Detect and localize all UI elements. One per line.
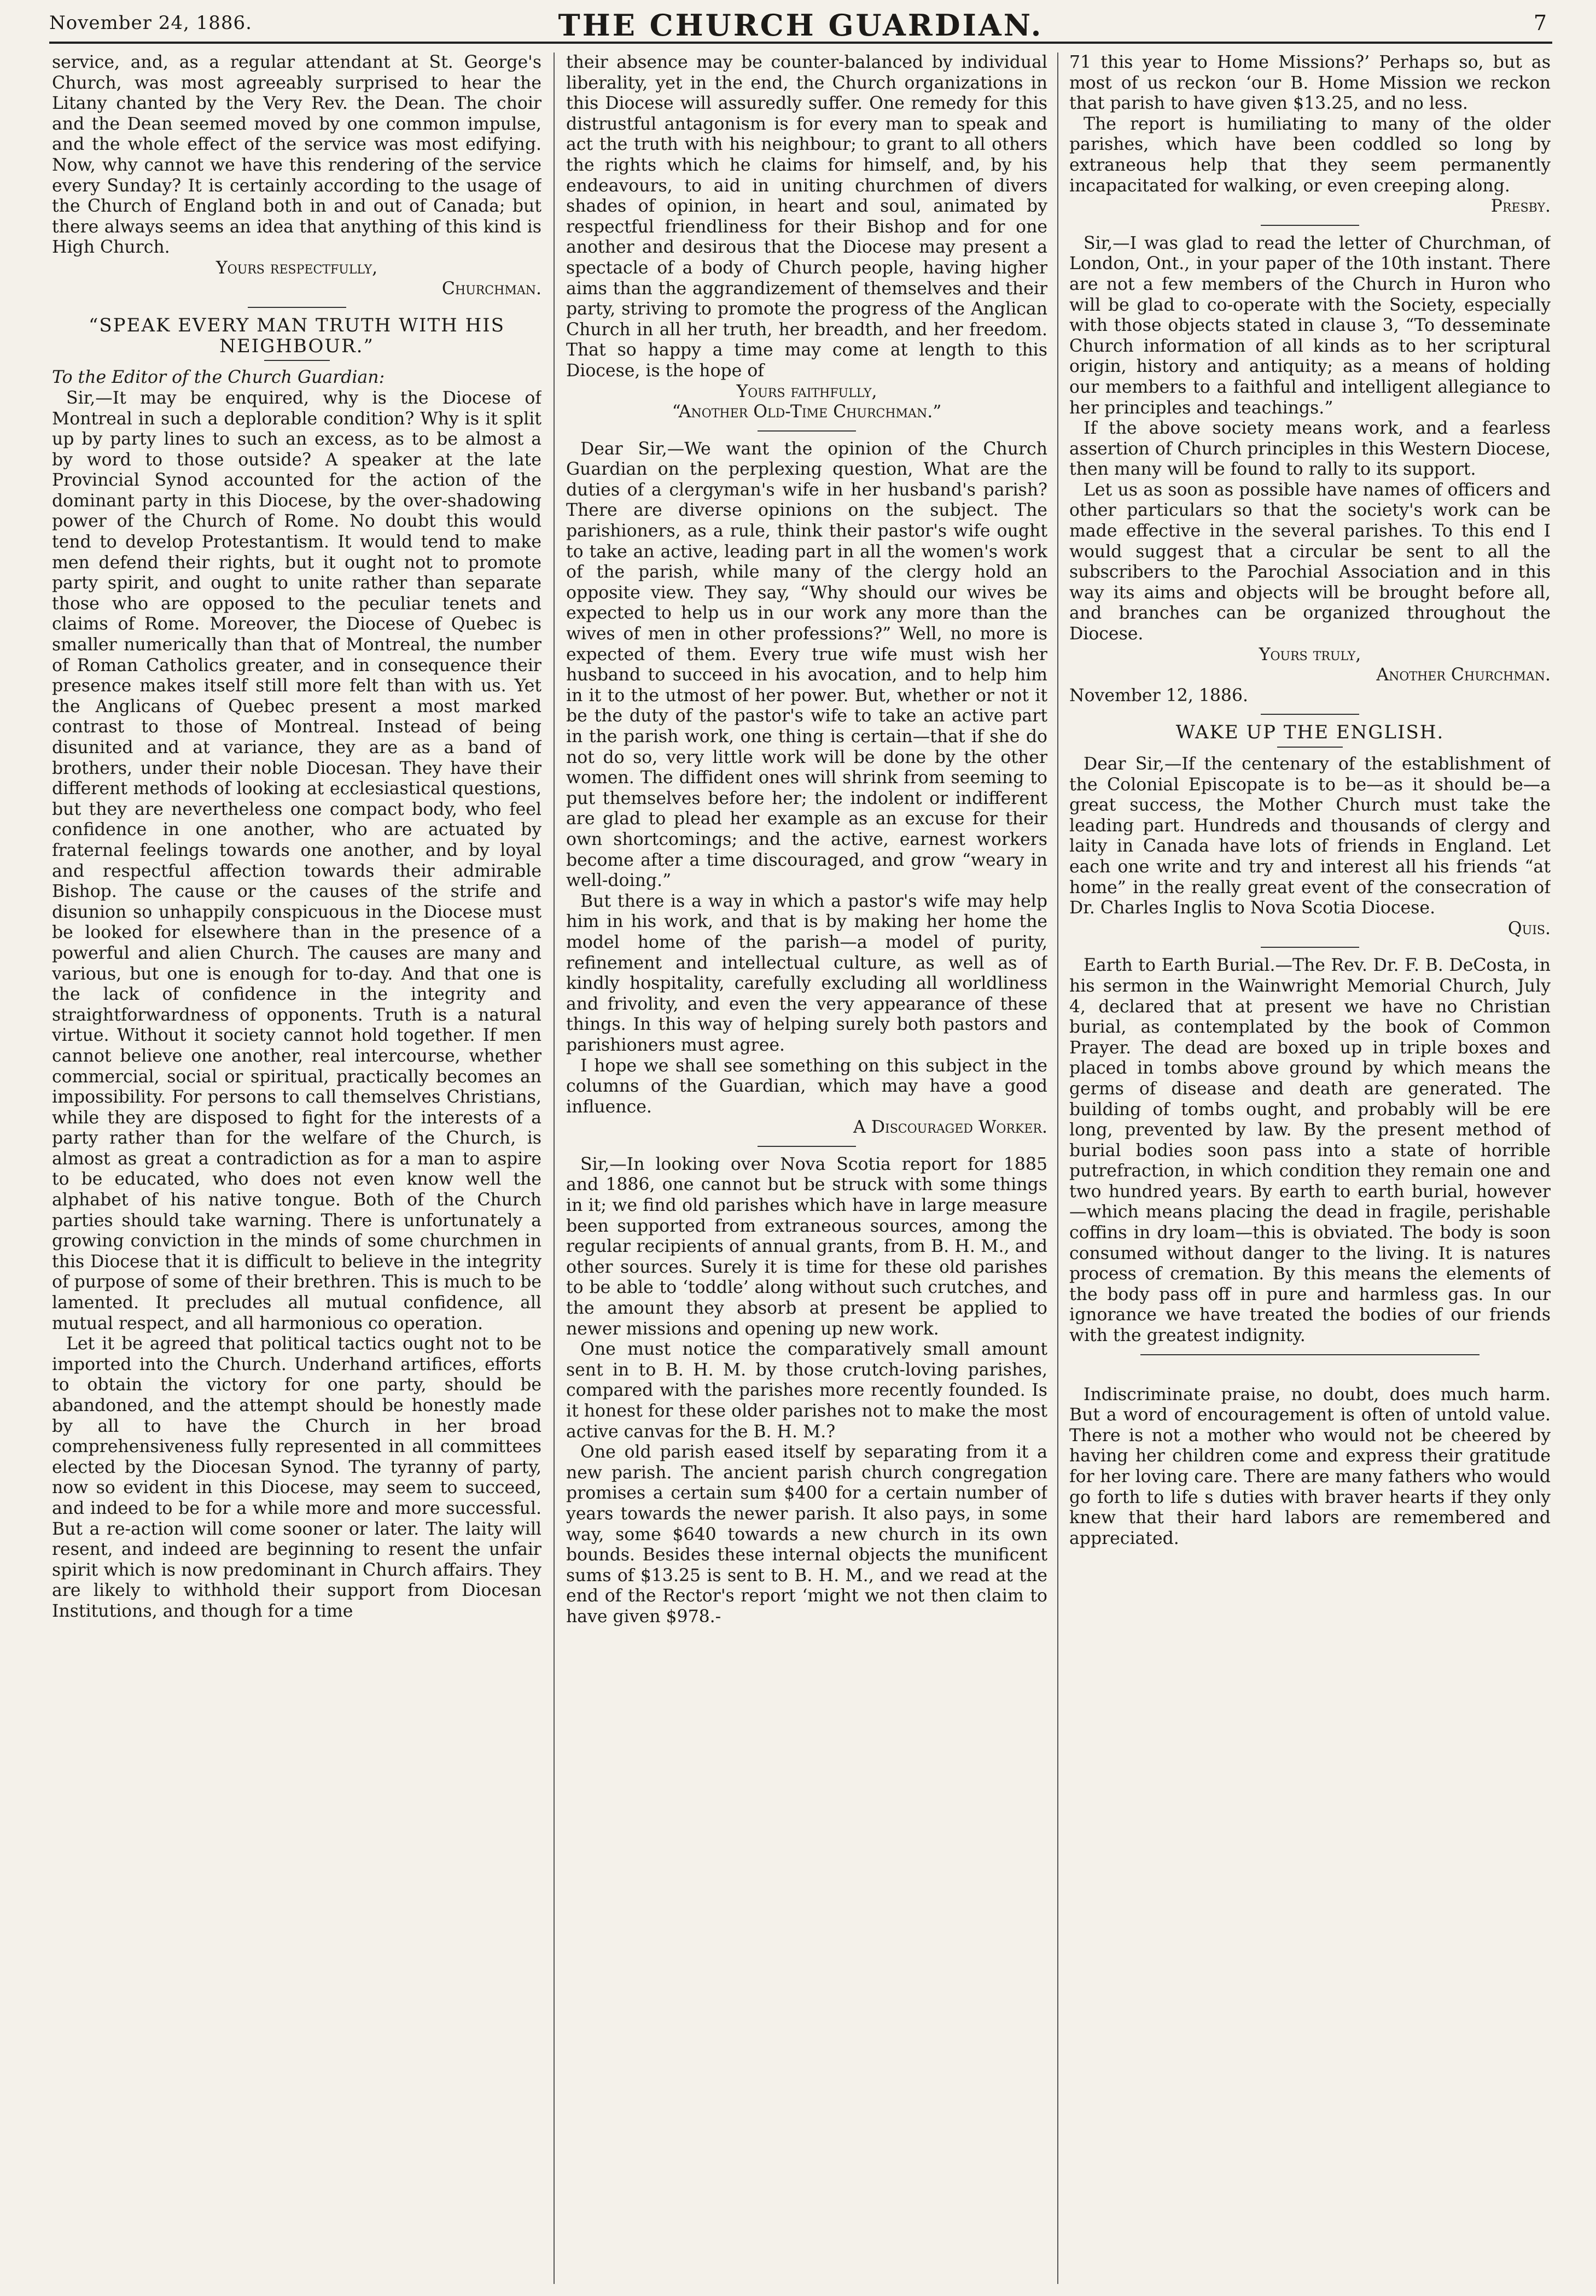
paragraph: One old parish eased itself by separating from it a new parish. The ancient parish church congregation promises a certain sum $400 for a certain number of years towards the newer parish. It also pays, in some way, some $640 towards a new church in its own bounds. Besides these internal objects the munificent sums of $13.25 is sent to B. H. M., and we read at the end of the Rector's report ‘might we not then claim to have given $978.- [566, 1442, 1047, 1627]
separator-rule [758, 430, 856, 432]
paragraph: Earth to Earth Burial.—The Rev. Dr. F. B. DeCosta, in his sermon in the Wainwright Memorial Church, July 4, declared that at present we have no Christian burial, as contemplated by the book of Common Prayer. The dead are boxed up in triple boxes and placed in tombs above ground by which means the germs of disease and death are generated. The building of tombs ought, and probably will be ere long, prevented by law. By the present method of burial bodies soon pass into a state of horrible putrefraction, in which condition they remain one and two hundred years. By earth to earth burial, however—which means placing the dead in fragile, perishable coffins in dry loam—this is obviated. The body is soon consumed without danger to the living. It is natures process of cremation. By this means the elements of the body pass off in pure and harmless gas. In our ignorance we have treated the bodies of our friends with the greatest indignity. [1069, 955, 1551, 1346]
letter-signature: Presby. [1490, 196, 1551, 217]
article-heading: “SPEAK EVERY MAN TRUTH WITH HIS NEIGHBOUR.” [88, 314, 505, 357]
paragraph: Sir,—I was glad to read the letter of Churchman, of London, Ont., in your paper of the 10th instant. There are not a few members of the Church in Huron who will be glad to co-operate with the Society, especially with those objects stated in clause 3, “To desseminate Church information of all kinds as to her scriptural origin, history and antiquity; as a means of holding our members to a faithful and intelligent allegiance to her principles and teachings.” [1069, 233, 1551, 418]
letter-closing: Yours faithfully, [736, 381, 877, 401]
separator-rule [1261, 714, 1359, 715]
spacer [1069, 1363, 1551, 1385]
letter-signature: Another Churchman. [1376, 665, 1551, 685]
separator-rule [1277, 747, 1343, 748]
paragraph: One must notice the comparatively small amount sent in to B. H. M. by those crutch-loving parishes, compared with the parishes more recently founded. Is it honest for these older parishes not to make the most active canvas for the B. H. M.? [566, 1339, 1047, 1442]
letter-closing: Yours respectfully, [215, 258, 378, 278]
letter-address: To the Editor of the Church Guardian: [52, 368, 385, 388]
separator-rule [1140, 1354, 1479, 1355]
masthead [49, 8, 1552, 44]
paragraph: Sir,—It may be enquired, why is the Diocese of Montreal in such a deplorable condition? Why is it split up by party lines to such an excess, as to be almost a by word to those outside? A speaker at the late Provincial Synod accounted for the action of the dominant party in this Diocese, by the over-shadowing power of the Church of Rome. No doubt this would tend to develop Protestantism. It would tend to make men defend their rights, but it ought not to promote party spirit, and ought to unite rather than separate those who are opposed to the peculiar tenets and claims of Rome. Moreover, the Diocese of Quebec is smaller numerically than that of Montreal, the number of Roman Catholics greater, and in consequence their presence makes itself still more felt than with us. Yet the Anglicans of Quebec present a most marked contrast to those of Montreal. Instead of being disunited and at variance, they are as a band of brothers, under their noble Diocesan. They have their different methods of looking at ecclesiastical questions, but they are nevertheless one compact body, who feel confidence in one another, who are actuated by fraternal feelings towards one another, and by loyal and respectful affection towards their admirable Bishop. The cause or the causes of the strife and disunion so unhappily conspicuous in the Diocese must be looked for elsewhere than in the presence of a powerful and alien Church. The causes are many and various, but one is enough for to-day. And that one is the lack of confidence in the integrity and straightforwardness of opponents. Truth is a natural virtue. Without it society cannot hold together. If men cannot believe one another, real intercourse, whether commercial, social or spiritual, practically becomes an impossibility. For persons to call themselves Christians, while they are disposed to fight for the interests of a party rather than for the welfare of the Church, is almost as great a contradiction as for a man to aspire to be educated, who does not even know well the alphabet of his native tongue. Both of the Church parties should take warning. There is unfortunately a growing conviction in the minds of some churchmen in this Diocese that it is difficult to believe in the integrity of purpose of some of their brethren. This is much to be lamented. It precludes all mutual confidence, all mutual respect, and all harmonious co operation. [52, 388, 541, 1333]
paragraph: Let us as soon as possible have names of officers and other particulars so that the society's work can be made effective in the several parishes. To this end I would suggest that a circular be sent to all the subscribers to the Parochial Association and in this way its aims and objects will be brought before all, and branches can be organized throughout the Diocese. [1069, 480, 1551, 644]
issue-date: November 24, 1886. [49, 12, 252, 34]
paragraph: Sir,—In looking over Nova Scotia report for 1885 and 1886, one cannot but be struck with some things in it; we find old parishes which have in large measure been supported from extraneous sources, among the regular recipients of annual grants, from B. H. M., and other sources. Surely it is time for these old parishes to be able to ‘toddle’ along without such crutches, and the amount they absorb at present be applied to newer missions and opening up new work. [566, 1154, 1047, 1339]
separator-rule [264, 360, 330, 361]
paragraph: Dear Sir,—We want the opinion of the Church Guardian on the perplexing question, What are the duties of a clergyman's wife in her husband's parish? There are diverse opinions on the subject. The parishioners, as a rule, think their pastor's wife ought to take an active, leading part in all the women's work of the parish, while many of the clergy hold an opposite view. They say, “Why should our wives be expected to help us in our work any more than the wives of men in other professions?” Well, no more is expected of them. Every true wife must wish her husband to succeed in his avocation, and to help him in it to the utmost of her power. But, whether or not it be the duty of the pastor's wife to take an active part in the parish work, one thing is certain—that if she do not do so, very little work will be done by the other women. The diffident ones will shrink from seeming to put themselves before her; the indolent or indifferent are glad to plead her example as an excuse for their own shortcomings; and the active, earnest workers become after a time discouraged, and grow “weary in well-doing.” [566, 439, 1047, 891]
column-rule-1 [554, 53, 555, 2284]
separator-rule [248, 307, 346, 308]
paragraph: service, and, as a regular attendant at St. George's Church, was most agreeably surprised to hear the Litany chanted by the Very Rev. the Dean. The choir and the Dean seemed moved by one common impulse, and the whole effect of the service was most edifying. Now, why cannot we have this rendering of the service every Sunday? It is certainly according to the usage of the Church of England both in and out of Canada; but there always seems an idea that anything of this kind is High Church. [52, 53, 541, 258]
paragraph: their absence may be counter-balanced by individual liberality, yet in the end, the Church organizations in this Diocese will assuredly suffer. One remedy for this distrustful antagonism is for every man to speak and act the truth with his neighbour; to grant to all others the rights which he claims for himself, and, by his endeavours, to aid in uniting churchmen of divers shades of opinion, in heart and soul, animated by respectful friendliness for their Bishop and for one another and desirous that the Diocese may present a spectacle of a body of Church people, having higher aims than the aggrandizement of themselves and their party, striving to promote the progress of the Anglican Church in all her truth, her breadth, and her freedom. That so happy a time may come at length to this Diocese, is the hope of [566, 53, 1047, 381]
column-3 [1069, 53, 1551, 2284]
column-2 [566, 53, 1047, 2284]
paragraph: But there is a way in which a pastor's wife may help him in his work, and that is by making her home the model home of the parish—a model of purity, refinement and intellectual culture, as well as of kindly hospitality, carefully excluding all worldliness and frivolity, and even the very appearance of these things. In this way of helping surely both pastors and parishioners must agree. [566, 891, 1047, 1055]
letter-signature: Churchman. [441, 278, 541, 299]
letter-signature: “Another Old-Time Churchman.” [672, 402, 942, 422]
separator-rule [758, 1146, 856, 1147]
paragraph: Let it be agreed that political tactics ought not to be imported into the Church. Underhand artifices, efforts to obtain the victory for one party, should be abandoned, and the attempt should be honestly made by all to have the Church in her broad comprehensiveness fully represented in all committees elected by the Diocesan Synod. The tyranny of party, now so evident in this Diocese, may seem to succeed, and indeed to be for a while more and more successful. But a re-action will come sooner or later. The laity will resent, and indeed are beginning to resent the unfair spirit which is now predominant in Church affairs. They are likely to withhold their support from Diocesan Institutions, and though for a time [52, 1334, 541, 1621]
separator-rule [1261, 947, 1359, 948]
newspaper-title: THE CHURCH GUARDIAN. [558, 8, 1044, 43]
letter-signature: A Discouraged Worker. [853, 1117, 1047, 1138]
paragraph: Dear Sir,—If the centenary of the establishment of the Colonial Episcopate is to be—as it should be—a great success, the Mother Church must take the leading part. Hundreds and thousands of clergy and laity in Canada have lots of friends in England. Let each one write and try and interest all his friends “at home” in the really great event of the consecration of Dr. Charles Inglis to Nova Scotia Diocese. [1069, 754, 1551, 918]
paragraph: If the above society means work, and a fearless assertion of Church principles in this Western Diocese, then many will be found to rally to its support. [1069, 418, 1551, 480]
letter-signature: Quis. [1507, 918, 1551, 939]
paragraph: 71 this year to Home Missions?’ Perhaps so, but as most of us reckon ‘our B. Home Mission we reckon that parish to have given $13.25, and no less. [1069, 53, 1551, 114]
separator-rule [1261, 225, 1359, 226]
column-1 [52, 53, 541, 2284]
paragraph: Indiscriminate praise, no doubt, does much harm. But a word of encouragement is often of untold value. There is not a mother who would not be cheered by having her children come and express their gratitude for her loving care. There are many fathers who would go forth to life s duties with braver hearts if they only knew that their hard labors are remembered and appreciated. [1069, 1384, 1551, 1548]
paragraph: The report is humiliating to many of the older parishes, which have been coddled so long by extraneous help that they seem permanently incapacitated for walking, or even creeping along. [1069, 114, 1551, 196]
column-rule-2 [1057, 53, 1058, 2284]
article-heading: WAKE UP THE ENGLISH. [1175, 721, 1444, 744]
paragraph: I hope we shall see something on this subject in the columns of the Guardian, which may have a good influence. [566, 1056, 1047, 1117]
letter-closing: Yours truly, [1259, 644, 1361, 665]
page-number: 7 [1533, 11, 1547, 35]
letter-date: November 12, 1886. [1069, 685, 1248, 706]
